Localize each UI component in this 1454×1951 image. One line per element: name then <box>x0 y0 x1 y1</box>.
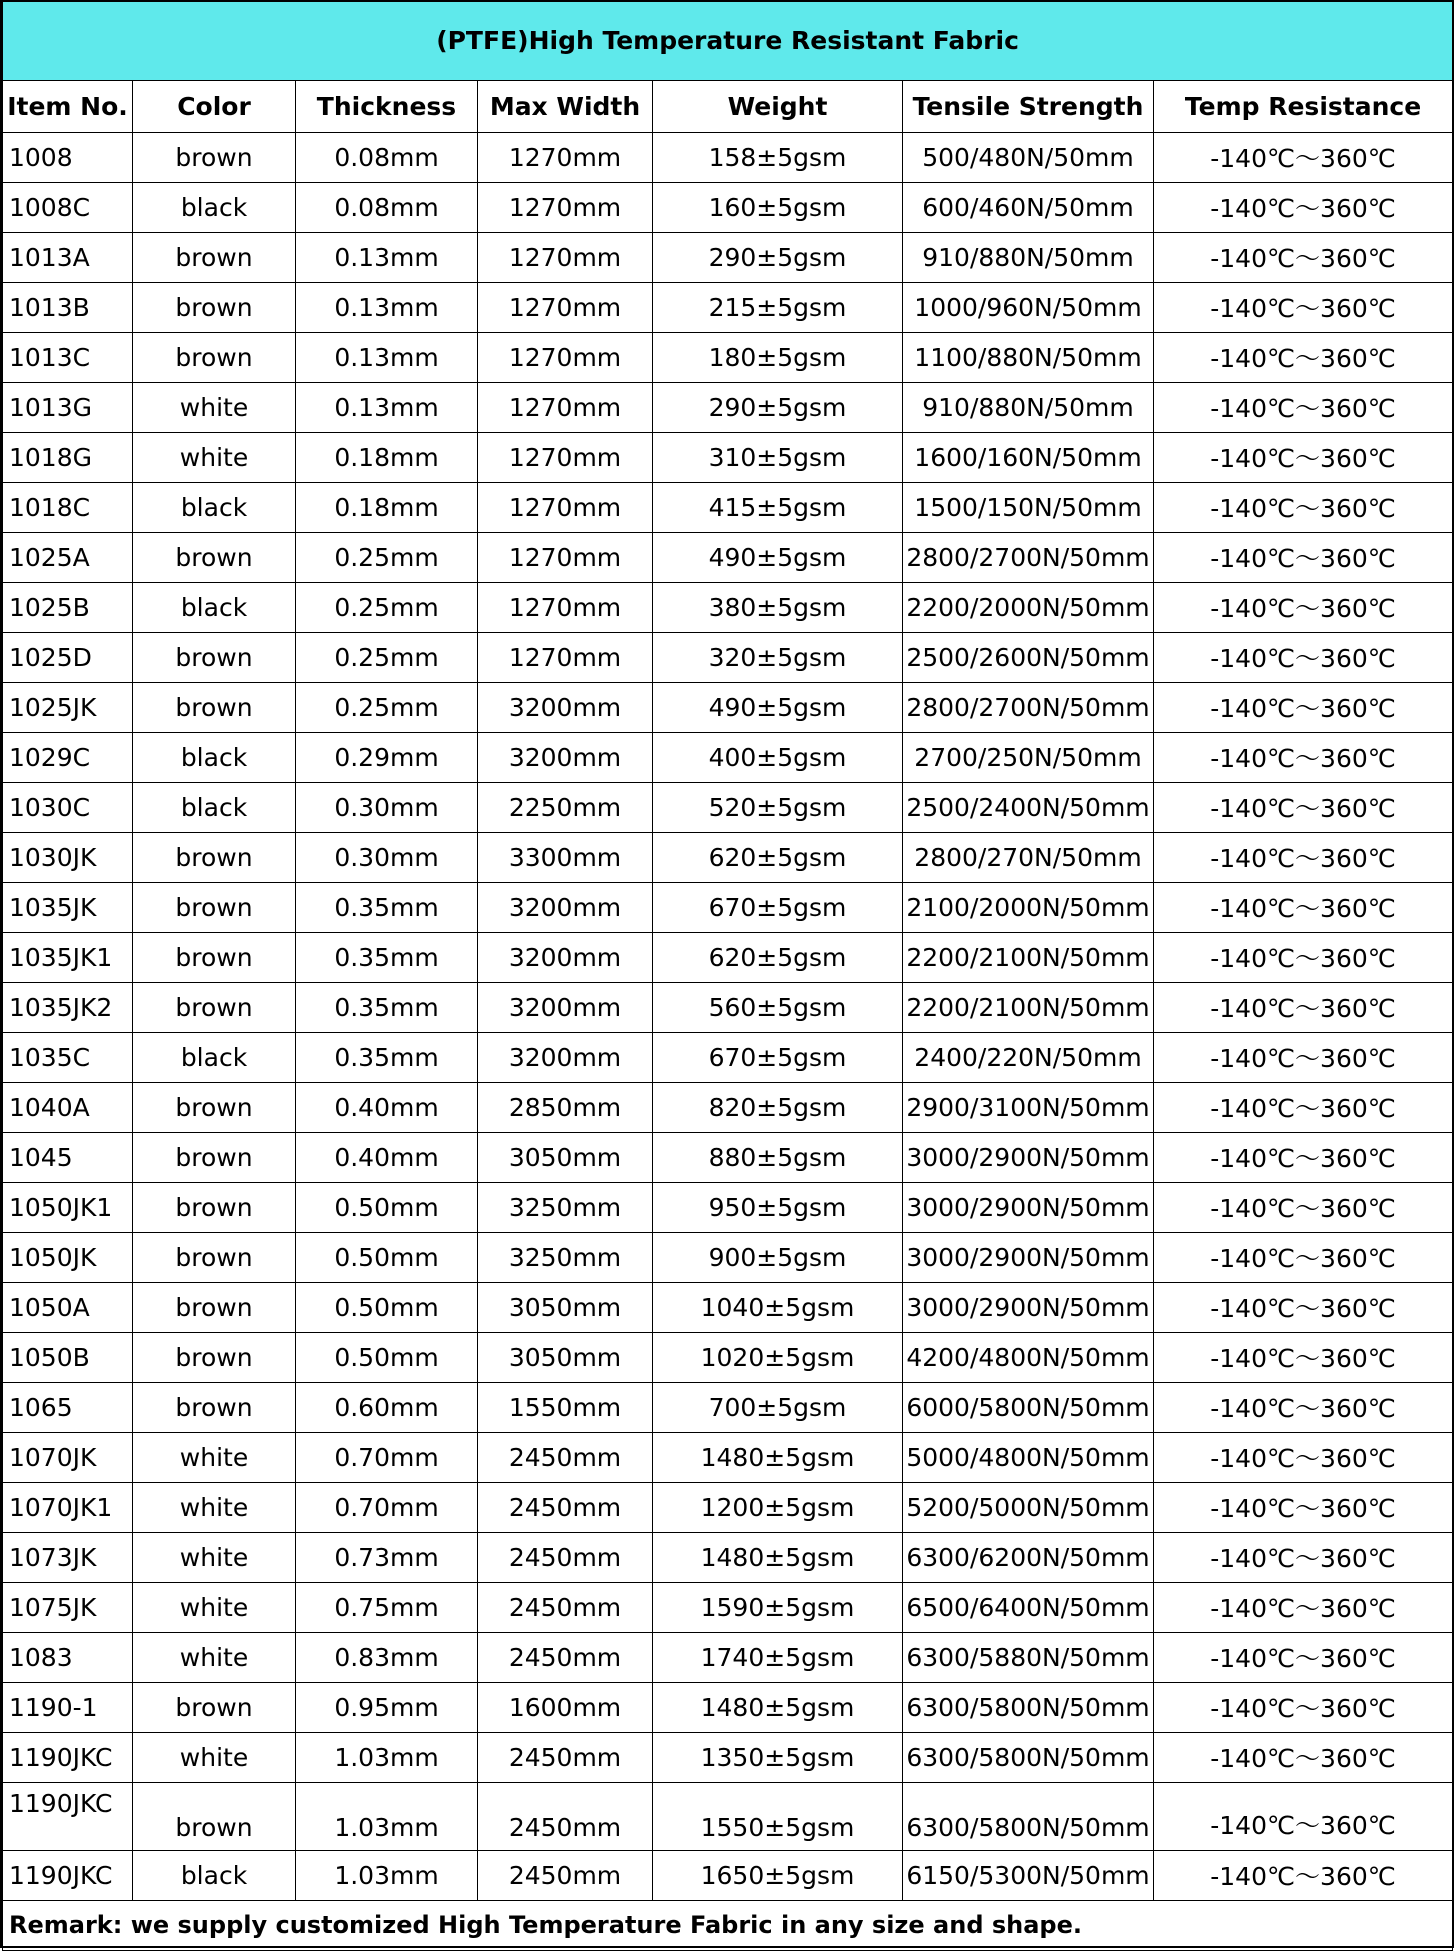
header-tensile-strength: Tensile Strength <box>903 80 1154 132</box>
cell-thickness: 0.50mm <box>296 1182 478 1232</box>
cell-thickness: 0.83mm <box>296 1632 478 1682</box>
cell-color: black <box>133 182 296 232</box>
cell-max-width: 3200mm <box>478 882 653 932</box>
cell-thickness: 0.13mm <box>296 382 478 432</box>
cell-color: brown <box>133 132 296 182</box>
cell-temp-resistance: -140℃～360℃ <box>1154 1532 1453 1582</box>
table-row <box>3 832 1453 882</box>
header-temp-resistance: Temp Resistance <box>1154 80 1453 132</box>
cell-tensile-strength: 1600/160N/50mm <box>903 432 1154 482</box>
cell-color: brown <box>133 1132 296 1182</box>
cell-color: white <box>133 1482 296 1532</box>
cell-temp-resistance: -140℃～360℃ <box>1154 132 1453 182</box>
table-row <box>3 1632 1453 1682</box>
cell-weight: 490±5gsm <box>653 532 903 582</box>
cell-tensile-strength: 6300/5800N/50mm <box>903 1782 1154 1850</box>
cell-weight: 290±5gsm <box>653 232 903 282</box>
cell-tensile-strength: 2700/250N/50mm <box>903 732 1154 782</box>
cell-max-width: 1270mm <box>478 482 653 532</box>
cell-item-no: 1190JKC <box>3 1732 133 1782</box>
cell-color: brown <box>133 282 296 332</box>
cell-temp-resistance: -140℃～360℃ <box>1154 1132 1453 1182</box>
cell-temp-resistance: -140℃～360℃ <box>1154 1782 1453 1850</box>
cell-max-width: 2450mm <box>478 1732 653 1782</box>
cell-tensile-strength: 2900/3100N/50mm <box>903 1082 1154 1132</box>
cell-weight: 1590±5gsm <box>653 1582 903 1632</box>
cell-thickness: 0.70mm <box>296 1482 478 1532</box>
cell-max-width: 1270mm <box>478 132 653 182</box>
cell-item-no: 1190JKC <box>3 1782 133 1850</box>
cell-item-no: 1013C <box>3 332 133 382</box>
cell-item-no: 1070JK <box>3 1432 133 1482</box>
cell-item-no: 1030JK <box>3 832 133 882</box>
table-row <box>3 932 1453 982</box>
cell-max-width: 3200mm <box>478 932 653 982</box>
cell-item-no: 1025JK <box>3 682 133 732</box>
cell-temp-resistance: -140℃～360℃ <box>1154 1482 1453 1532</box>
table-row <box>3 1082 1453 1132</box>
cell-item-no: 1040A <box>3 1082 133 1132</box>
cell-tensile-strength: 2500/2400N/50mm <box>903 782 1154 832</box>
cell-color: white <box>133 1582 296 1632</box>
cell-max-width: 1270mm <box>478 232 653 282</box>
cell-color: white <box>133 1632 296 1682</box>
cell-thickness: 0.75mm <box>296 1582 478 1632</box>
cell-tensile-strength: 2100/2000N/50mm <box>903 882 1154 932</box>
table-body <box>3 132 1453 1900</box>
header-row <box>3 80 1453 132</box>
cell-color: brown <box>133 232 296 282</box>
cell-weight: 180±5gsm <box>653 332 903 382</box>
cell-max-width: 1270mm <box>478 382 653 432</box>
cell-tensile-strength: 2400/220N/50mm <box>903 1032 1154 1082</box>
table-row <box>3 432 1453 482</box>
cell-temp-resistance: -140℃～360℃ <box>1154 782 1453 832</box>
cell-color: black <box>133 1032 296 1082</box>
header-color: Color <box>133 80 296 132</box>
table-row <box>3 282 1453 332</box>
table-row <box>3 632 1453 682</box>
table-row <box>3 1482 1453 1532</box>
cell-item-no: 1035C <box>3 1032 133 1082</box>
cell-weight: 415±5gsm <box>653 482 903 532</box>
cell-tensile-strength: 5200/5000N/50mm <box>903 1482 1154 1532</box>
cell-item-no: 1070JK1 <box>3 1482 133 1532</box>
cell-max-width: 3200mm <box>478 1032 653 1082</box>
cell-weight: 1350±5gsm <box>653 1732 903 1782</box>
cell-color: brown <box>133 832 296 882</box>
cell-tensile-strength: 2800/2700N/50mm <box>903 682 1154 732</box>
cell-temp-resistance: -140℃～360℃ <box>1154 482 1453 532</box>
cell-weight: 1480±5gsm <box>653 1532 903 1582</box>
cell-temp-resistance: -140℃～360℃ <box>1154 1282 1453 1332</box>
table-row <box>3 1432 1453 1482</box>
table-row <box>3 982 1453 1032</box>
cell-color: white <box>133 1532 296 1582</box>
cell-thickness: 0.35mm <box>296 882 478 932</box>
cell-thickness: 0.25mm <box>296 532 478 582</box>
cell-thickness: 0.08mm <box>296 132 478 182</box>
cell-item-no: 1050B <box>3 1332 133 1382</box>
cell-thickness: 0.73mm <box>296 1532 478 1582</box>
cell-thickness: 0.35mm <box>296 932 478 982</box>
cell-weight: 400±5gsm <box>653 732 903 782</box>
table-row <box>3 582 1453 632</box>
cell-max-width: 1270mm <box>478 332 653 382</box>
cell-weight: 320±5gsm <box>653 632 903 682</box>
cell-thickness: 0.70mm <box>296 1432 478 1482</box>
cell-color: brown <box>133 1782 296 1850</box>
cell-color: white <box>133 1732 296 1782</box>
table-row <box>3 382 1453 432</box>
cell-tensile-strength: 1500/150N/50mm <box>903 482 1154 532</box>
cell-weight: 158±5gsm <box>653 132 903 182</box>
cell-thickness: 0.40mm <box>296 1082 478 1132</box>
cell-weight: 520±5gsm <box>653 782 903 832</box>
cell-item-no: 1050JK <box>3 1232 133 1282</box>
cell-temp-resistance: -140℃～360℃ <box>1154 1182 1453 1232</box>
cell-weight: 290±5gsm <box>653 382 903 432</box>
cell-weight: 670±5gsm <box>653 1032 903 1082</box>
cell-max-width: 1270mm <box>478 632 653 682</box>
cell-tensile-strength: 2800/270N/50mm <box>903 832 1154 882</box>
cell-temp-resistance: -140℃～360℃ <box>1154 1432 1453 1482</box>
cell-temp-resistance: -140℃～360℃ <box>1154 682 1453 732</box>
cell-weight: 160±5gsm <box>653 182 903 232</box>
cell-tensile-strength: 6000/5800N/50mm <box>903 1382 1154 1432</box>
cell-temp-resistance: -140℃～360℃ <box>1154 1032 1453 1082</box>
table-row <box>3 1682 1453 1732</box>
cell-temp-resistance: -140℃～360℃ <box>1154 882 1453 932</box>
cell-color: brown <box>133 332 296 382</box>
cell-thickness: 0.13mm <box>296 232 478 282</box>
header-weight: Weight <box>653 80 903 132</box>
cell-temp-resistance: -140℃～360℃ <box>1154 732 1453 782</box>
table-row <box>3 1732 1453 1782</box>
header-max-width: Max Width <box>478 80 653 132</box>
cell-color: brown <box>133 682 296 732</box>
cell-max-width: 3050mm <box>478 1332 653 1382</box>
cell-tensile-strength: 1100/880N/50mm <box>903 332 1154 382</box>
cell-max-width: 3300mm <box>478 832 653 882</box>
table-row <box>3 1382 1453 1432</box>
cell-tensile-strength: 3000/2900N/50mm <box>903 1282 1154 1332</box>
cell-thickness: 0.18mm <box>296 432 478 482</box>
table-row <box>3 482 1453 532</box>
cell-temp-resistance: -140℃～360℃ <box>1154 1232 1453 1282</box>
cell-item-no: 1025A <box>3 532 133 582</box>
cell-weight: 1550±5gsm <box>653 1782 903 1850</box>
cell-tensile-strength: 6300/5880N/50mm <box>903 1632 1154 1682</box>
cell-item-no: 1018G <box>3 432 133 482</box>
cell-item-no: 1073JK <box>3 1532 133 1582</box>
cell-tensile-strength: 6300/5800N/50mm <box>903 1682 1154 1732</box>
cell-weight: 310±5gsm <box>653 432 903 482</box>
cell-weight: 1650±5gsm <box>653 1850 903 1900</box>
cell-max-width: 3050mm <box>478 1132 653 1182</box>
table-row <box>3 1782 1453 1850</box>
cell-temp-resistance: -140℃～360℃ <box>1154 1382 1453 1432</box>
cell-max-width: 2450mm <box>478 1850 653 1900</box>
cell-color: black <box>133 482 296 532</box>
cell-max-width: 1270mm <box>478 532 653 582</box>
cell-max-width: 2250mm <box>478 782 653 832</box>
cell-item-no: 1013G <box>3 382 133 432</box>
cell-weight: 1480±5gsm <box>653 1682 903 1732</box>
cell-thickness: 0.25mm <box>296 632 478 682</box>
cell-max-width: 2450mm <box>478 1432 653 1482</box>
cell-temp-resistance: -140℃～360℃ <box>1154 582 1453 632</box>
cell-item-no: 1075JK <box>3 1582 133 1632</box>
cell-max-width: 1270mm <box>478 182 653 232</box>
cell-temp-resistance: -140℃～360℃ <box>1154 1582 1453 1632</box>
cell-item-no: 1065 <box>3 1382 133 1432</box>
cell-color: brown <box>133 1182 296 1232</box>
cell-weight: 620±5gsm <box>653 932 903 982</box>
cell-thickness: 1.03mm <box>296 1782 478 1850</box>
cell-tensile-strength: 6300/5800N/50mm <box>903 1732 1154 1782</box>
cell-color: brown <box>133 1382 296 1432</box>
cell-weight: 880±5gsm <box>653 1132 903 1182</box>
cell-tensile-strength: 2200/2000N/50mm <box>903 582 1154 632</box>
cell-weight: 1040±5gsm <box>653 1282 903 1332</box>
cell-item-no: 1035JK2 <box>3 982 133 1032</box>
cell-thickness: 0.35mm <box>296 982 478 1032</box>
cell-thickness: 0.29mm <box>296 732 478 782</box>
cell-thickness: 0.95mm <box>296 1682 478 1732</box>
cell-temp-resistance: -140℃～360℃ <box>1154 1682 1453 1732</box>
cell-thickness: 0.50mm <box>296 1332 478 1382</box>
cell-weight: 560±5gsm <box>653 982 903 1032</box>
cell-weight: 1740±5gsm <box>653 1632 903 1682</box>
table-row <box>3 132 1453 182</box>
cell-item-no: 1030C <box>3 782 133 832</box>
cell-color: brown <box>133 932 296 982</box>
cell-item-no: 1008C <box>3 182 133 232</box>
cell-color: black <box>133 1850 296 1900</box>
table-row <box>3 1850 1453 1900</box>
cell-tensile-strength: 5000/4800N/50mm <box>903 1432 1154 1482</box>
cell-temp-resistance: -140℃～360℃ <box>1154 382 1453 432</box>
cell-color: black <box>133 732 296 782</box>
table-row <box>3 782 1453 832</box>
cell-max-width: 2450mm <box>478 1782 653 1850</box>
cell-weight: 215±5gsm <box>653 282 903 332</box>
cell-temp-resistance: -140℃～360℃ <box>1154 982 1453 1032</box>
cell-item-no: 1035JK <box>3 882 133 932</box>
table-row <box>3 1032 1453 1082</box>
cell-temp-resistance: -140℃～360℃ <box>1154 282 1453 332</box>
cell-item-no: 1050JK1 <box>3 1182 133 1232</box>
cell-thickness: 0.13mm <box>296 332 478 382</box>
cell-thickness: 0.50mm <box>296 1232 478 1282</box>
cell-color: black <box>133 582 296 632</box>
cell-color: brown <box>133 1232 296 1282</box>
cell-tensile-strength: 2500/2600N/50mm <box>903 632 1154 682</box>
cell-thickness: 0.30mm <box>296 832 478 882</box>
table-row <box>3 1532 1453 1582</box>
cell-temp-resistance: -140℃～360℃ <box>1154 832 1453 882</box>
cell-temp-resistance: -140℃～360℃ <box>1154 1332 1453 1382</box>
cell-max-width: 3200mm <box>478 732 653 782</box>
cell-weight: 670±5gsm <box>653 882 903 932</box>
table-row <box>3 1132 1453 1182</box>
cell-color: brown <box>133 1082 296 1132</box>
cell-item-no: 1045 <box>3 1132 133 1182</box>
cell-item-no: 1190JKC <box>3 1850 133 1900</box>
cell-max-width: 1270mm <box>478 582 653 632</box>
cell-thickness: 0.13mm <box>296 282 478 332</box>
cell-max-width: 2450mm <box>478 1632 653 1682</box>
cell-weight: 900±5gsm <box>653 1232 903 1282</box>
header-thickness: Thickness <box>296 80 478 132</box>
cell-color: brown <box>133 1682 296 1732</box>
header-item-no: Item No. <box>3 80 133 132</box>
cell-tensile-strength: 2200/2100N/50mm <box>903 982 1154 1032</box>
cell-temp-resistance: -140℃～360℃ <box>1154 182 1453 232</box>
cell-weight: 1480±5gsm <box>653 1432 903 1482</box>
cell-max-width: 1600mm <box>478 1682 653 1732</box>
cell-thickness: 0.35mm <box>296 1032 478 1082</box>
cell-max-width: 3200mm <box>478 682 653 732</box>
cell-tensile-strength: 3000/2900N/50mm <box>903 1132 1154 1182</box>
table-row <box>3 732 1453 782</box>
cell-max-width: 1270mm <box>478 432 653 482</box>
cell-color: brown <box>133 982 296 1032</box>
cell-weight: 620±5gsm <box>653 832 903 882</box>
cell-max-width: 2450mm <box>478 1582 653 1632</box>
cell-item-no: 1029C <box>3 732 133 782</box>
cell-temp-resistance: -140℃～360℃ <box>1154 1632 1453 1682</box>
cell-item-no: 1190-1 <box>3 1682 133 1732</box>
cell-item-no: 1025D <box>3 632 133 682</box>
cell-tensile-strength: 2800/2700N/50mm <box>903 532 1154 582</box>
cell-tensile-strength: 6300/6200N/50mm <box>903 1532 1154 1582</box>
cell-max-width: 3200mm <box>478 982 653 1032</box>
cell-temp-resistance: -140℃～360℃ <box>1154 1850 1453 1900</box>
cell-thickness: 1.03mm <box>296 1732 478 1782</box>
cell-thickness: 1.03mm <box>296 1850 478 1900</box>
cell-color: white <box>133 432 296 482</box>
cell-temp-resistance: -140℃～360℃ <box>1154 532 1453 582</box>
cell-tensile-strength: 600/460N/50mm <box>903 182 1154 232</box>
table-row <box>3 1232 1453 1282</box>
cell-item-no: 1013A <box>3 232 133 282</box>
cell-weight: 1020±5gsm <box>653 1332 903 1382</box>
spec-table <box>2 2 1453 1951</box>
cell-color: white <box>133 1432 296 1482</box>
cell-thickness: 0.30mm <box>296 782 478 832</box>
cell-item-no: 1083 <box>3 1632 133 1682</box>
cell-item-no: 1050A <box>3 1282 133 1332</box>
table-row <box>3 182 1453 232</box>
cell-tensile-strength: 3000/2900N/50mm <box>903 1182 1154 1232</box>
cell-tensile-strength: 2200/2100N/50mm <box>903 932 1154 982</box>
table-row <box>3 332 1453 382</box>
cell-thickness: 0.08mm <box>296 182 478 232</box>
cell-weight: 1200±5gsm <box>653 1482 903 1532</box>
cell-weight: 490±5gsm <box>653 682 903 732</box>
cell-color: white <box>133 382 296 432</box>
cell-weight: 380±5gsm <box>653 582 903 632</box>
cell-max-width: 2850mm <box>478 1082 653 1132</box>
cell-max-width: 3050mm <box>478 1282 653 1332</box>
cell-max-width: 3250mm <box>478 1232 653 1282</box>
remark-note: Remark: we supply customized High Temperature Fabric in any size and shape. <box>3 1900 1453 1950</box>
cell-thickness: 0.50mm <box>296 1282 478 1332</box>
table-row <box>3 1282 1453 1332</box>
cell-weight: 950±5gsm <box>653 1182 903 1232</box>
cell-tensile-strength: 910/880N/50mm <box>903 382 1154 432</box>
cell-color: brown <box>133 632 296 682</box>
cell-temp-resistance: -140℃～360℃ <box>1154 332 1453 382</box>
cell-tensile-strength: 6500/6400N/50mm <box>903 1582 1154 1632</box>
cell-tensile-strength: 6150/5300N/50mm <box>903 1850 1154 1900</box>
cell-weight: 700±5gsm <box>653 1382 903 1432</box>
cell-thickness: 0.25mm <box>296 682 478 732</box>
cell-max-width: 2450mm <box>478 1482 653 1532</box>
cell-item-no: 1025B <box>3 582 133 632</box>
cell-item-no: 1013B <box>3 282 133 332</box>
table-row <box>3 882 1453 932</box>
cell-color: brown <box>133 532 296 582</box>
table-title: (PTFE)High Temperature Resistant Fabric <box>3 2 1453 80</box>
cell-max-width: 3250mm <box>478 1182 653 1232</box>
cell-color: brown <box>133 882 296 932</box>
cell-temp-resistance: -140℃～360℃ <box>1154 232 1453 282</box>
table-row <box>3 232 1453 282</box>
cell-tensile-strength: 4200/4800N/50mm <box>903 1332 1154 1382</box>
table-row <box>3 1182 1453 1232</box>
cell-tensile-strength: 1000/960N/50mm <box>903 282 1154 332</box>
cell-thickness: 0.60mm <box>296 1382 478 1432</box>
cell-thickness: 0.25mm <box>296 582 478 632</box>
cell-thickness: 0.18mm <box>296 482 478 532</box>
cell-color: black <box>133 782 296 832</box>
table-row <box>3 682 1453 732</box>
cell-max-width: 1550mm <box>478 1382 653 1432</box>
table-row <box>3 1582 1453 1632</box>
cell-item-no: 1008 <box>3 132 133 182</box>
cell-max-width: 1270mm <box>478 282 653 332</box>
table-row <box>3 1332 1453 1382</box>
cell-color: brown <box>133 1282 296 1332</box>
table-row <box>3 532 1453 582</box>
cell-max-width: 2450mm <box>478 1532 653 1582</box>
cell-item-no: 1035JK1 <box>3 932 133 982</box>
cell-tensile-strength: 3000/2900N/50mm <box>903 1232 1154 1282</box>
cell-temp-resistance: -140℃～360℃ <box>1154 1732 1453 1782</box>
cell-tensile-strength: 500/480N/50mm <box>903 132 1154 182</box>
cell-temp-resistance: -140℃～360℃ <box>1154 432 1453 482</box>
cell-thickness: 0.40mm <box>296 1132 478 1182</box>
cell-tensile-strength: 910/880N/50mm <box>903 232 1154 282</box>
cell-temp-resistance: -140℃～360℃ <box>1154 932 1453 982</box>
cell-temp-resistance: -140℃～360℃ <box>1154 1082 1453 1132</box>
cell-temp-resistance: -140℃～360℃ <box>1154 632 1453 682</box>
cell-color: brown <box>133 1332 296 1382</box>
cell-weight: 820±5gsm <box>653 1082 903 1132</box>
cell-item-no: 1018C <box>3 482 133 532</box>
